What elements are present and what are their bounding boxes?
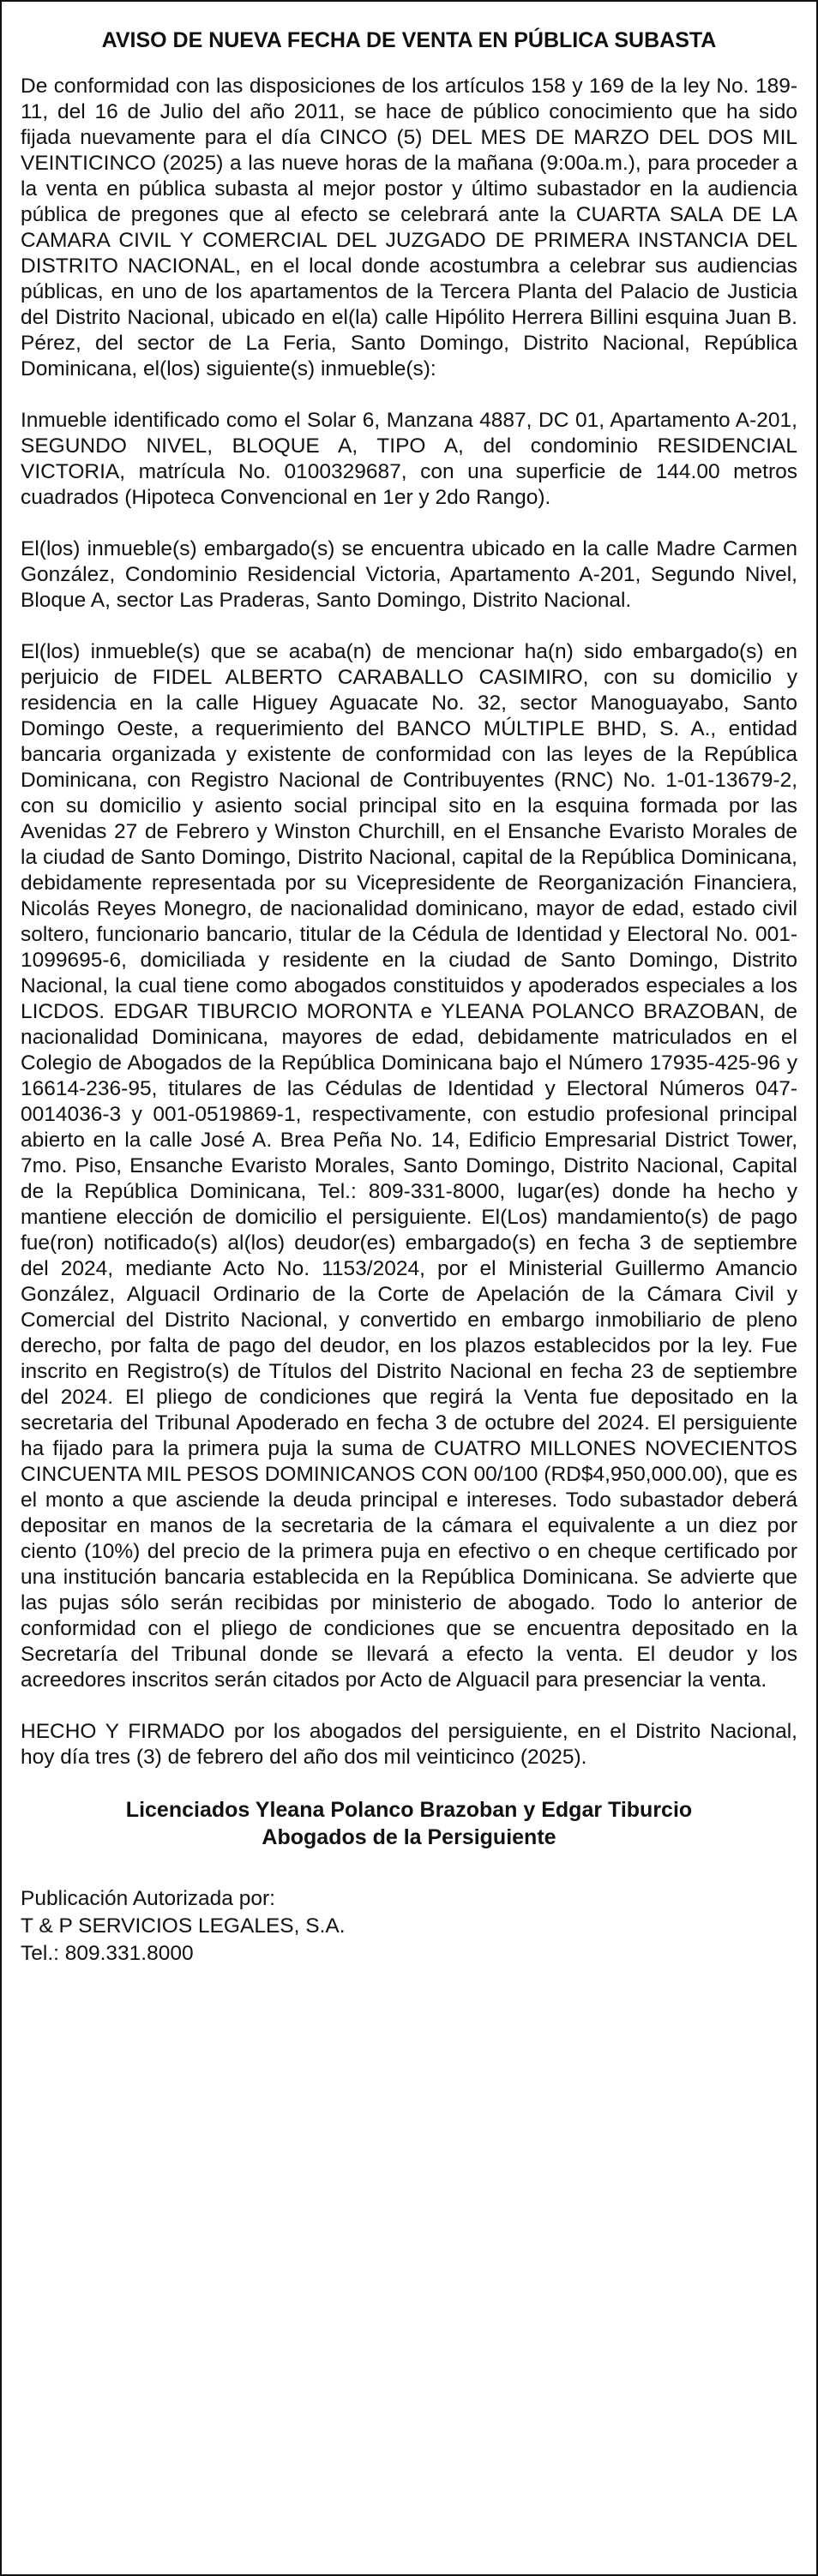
signature-role: Abogados de la Persiguiente [262,1825,556,1849]
footer-label: Publicación Autorizada por: [21,1887,275,1910]
paragraph-property-location: El(los) inmueble(s) embargado(s) se encuentra ubicado en la calle Madre Carmen González, Condominio Residencial Victoria, Apartamento A-201, Segundo Nivel, Bloque A, sector Las Praderas, Santo Domingo, Distrito Nacional. [21,537,797,612]
notice-title: AVISO DE NUEVA FECHA DE VENTA EN PÚBLICA SUBASTA [101,28,717,52]
notice-body [2,2,816,1968]
footer-phone: Tel.: 809.331.8000 [21,1942,194,1965]
signature-block [21,1796,797,1851]
paragraph-seizure-details: El(los) inmueble(s) que se acaba(n) de mencionar ha(n) sido embargado(s) en perjuicio de FIDEL ALBERTO CARABALLO CASIMIRO, con su domicilio y residencia en la calle Higuey Aguacate No. 32, sector Manoguayabo, Santo Domingo Oeste, a requerimiento del BANCO MÚLTIPLE BHD, S. A., entidad bancaria organizada y existente de conformidad con las leyes de la República Dominicana, con Registro Nacional de Contribuyentes (RNC) No. 1-01-13679-2, con su domicilio y asiento social principal sito en la esquina formada por las Avenidas 27 de Febrero y Winston Churchill, en el Ensanche Evaristo Morales de la ciudad de Santo Domingo, Distrito Nacional, capital de la República Dominicana, debidamente representada por su Vicepresidente de Reorganización Financiera, Nicolás Reyes Monegro, de nacionalidad dominicano, mayor de edad, estado civil soltero, funcionario bancario, titular de la Cédula de Identidad y Electoral No. 001-1099695-6, domiciliada y residente en la ciudad de Santo Domingo, Distrito Nacional, la cual tiene como abogados constituidos y apoderados especiales a los LICDOS. EDGAR TIBURCIO MORONTA e YLEANA POLANCO BRAZOBAN, de nacionalidad Dominicana, mayores de edad, debidamente matriculados en el Colegio de Abogados de la República Dominicana bajo el Número 17935-425-96 y 16614-236-95, titulares de las Cédulas de Identidad y Electoral Números 047-0014036-3 y 001-0519869-1, respectivamente, con estudio profesional principal abierto en la calle José A. Brea Peña No. 14, Edificio Empresarial District Tower, 7mo. Piso, Ensanche Evaristo Morales, Santo Domingo, Distrito Nacional, Capital de la República Dominicana, Tel.: 809-331-8000, lugar(es) donde ha hecho y mantiene elección de domicilio el persiguiente. El(Los) mandamiento(s) de pago fue(ron) notificado(s) al(los) deudor(es) embargado(s) en fecha 3 de septiembre del 2024, mediante Acto No. 1153/2024, por el Ministerial Guillermo Amancio González, Alguacil Ordinario de la Corte de Apelación de la Cámara Civil y Comercial del Distrito Nacional, y convertido en embargo inmobiliario de pleno derecho, por falta de pago del deudor, en los plazos establecidos por la ley. Fue inscrito en Registro(s) de Títulos del Distrito Nacional en fecha 23 de septiembre del 2024. El pliego de condiciones que regirá la Venta fue depositado en la secretaria del Tribunal Apoderado en fecha 3 de octubre del 2024. El persiguiente ha fijado para la primera puja la suma de CUATRO MILLONES NOVECIENTOS CINCUENTA MIL PESOS DOMINICANOS CON 00/100 (RD$4,950,000.00), que es el monto a que asciende la deuda principal e intereses. Todo subastador deberá depositar en manos de la secretaria de la cámara el equivalente a un diez por ciento (10%) del precio de la primera puja en efectivo o en cheque certificado por una institución bancaria establecida en la República Dominicana. Se advierte que las pujas sólo serán recibidas por ministerio de abogado. Todo lo anterior de conformidad con el pliego de condiciones que se encuentra depositado en la Secretaría del Tribunal donde se llevará a efecto la venta. El deudor y los acreedores inscritos serán citados por Acto de Alguacil para presenciar la venta. [21,640,797,1692]
paragraph-sale-date: De conformidad con las disposiciones de los artículos 158 y 169 de la ley No. 189-11, del 16 de Julio del año 2011, se hace de público conocimiento que ha sido fijada nuevamente para el día CINCO (5) DEL MES DE MARZO DEL DOS MIL VEINTICINCO (2025) a las nueve horas de la mañana (9:00a.m.), para proceder a la venta en pública subasta al mejor postor y último subastador en la audiencia pública de pregones que al efecto se celebrará ante la CUARTA SALA DE LA CAMARA CIVIL Y COMERCIAL DEL JUZGADO DE PRIMERA INSTANCIA DEL DISTRITO NACIONAL, en el local donde acostumbra a celebrar sus audiencias públicas, en uno de los apartamentos de la Tercera Planta del Palacio de Justicia del Distrito Nacional, ubicado en el(la) calle Hipólito Herrera Billini esquina Juan B. Pérez, del sector de La Feria, Santo Domingo, Distrito Nacional, República Dominicana, el(los) siguiente(s) inmueble(s): [21,75,797,380]
publication-footer [21,1885,797,1968]
signature-names: Licenciados Yleana Polanco Brazoban y Edgar Tiburcio [125,1798,693,1822]
footer-company: T & P SERVICIOS LEGALES, S.A. [21,1914,346,1938]
paragraph-property-identification: Inmueble identificado como el Solar 6, Manzana 4887, DC 01, Apartamento A-201, SEGUNDO NIVEL, BLOQUE A, TIPO A, del condominio RESIDENCIAL VICTORIA, matrícula No. 0100329687, con una superficie de 144.00 metros cuadrados (Hipoteca Convencional en 1er y 2do Rango). [21,409,797,509]
paragraph-signed: HECHO Y FIRMADO por los abogados del persiguiente, en el Distrito Nacional, hoy día tres (3) de febrero del año dos mil veinticinco (2025). [21,1720,797,1769]
